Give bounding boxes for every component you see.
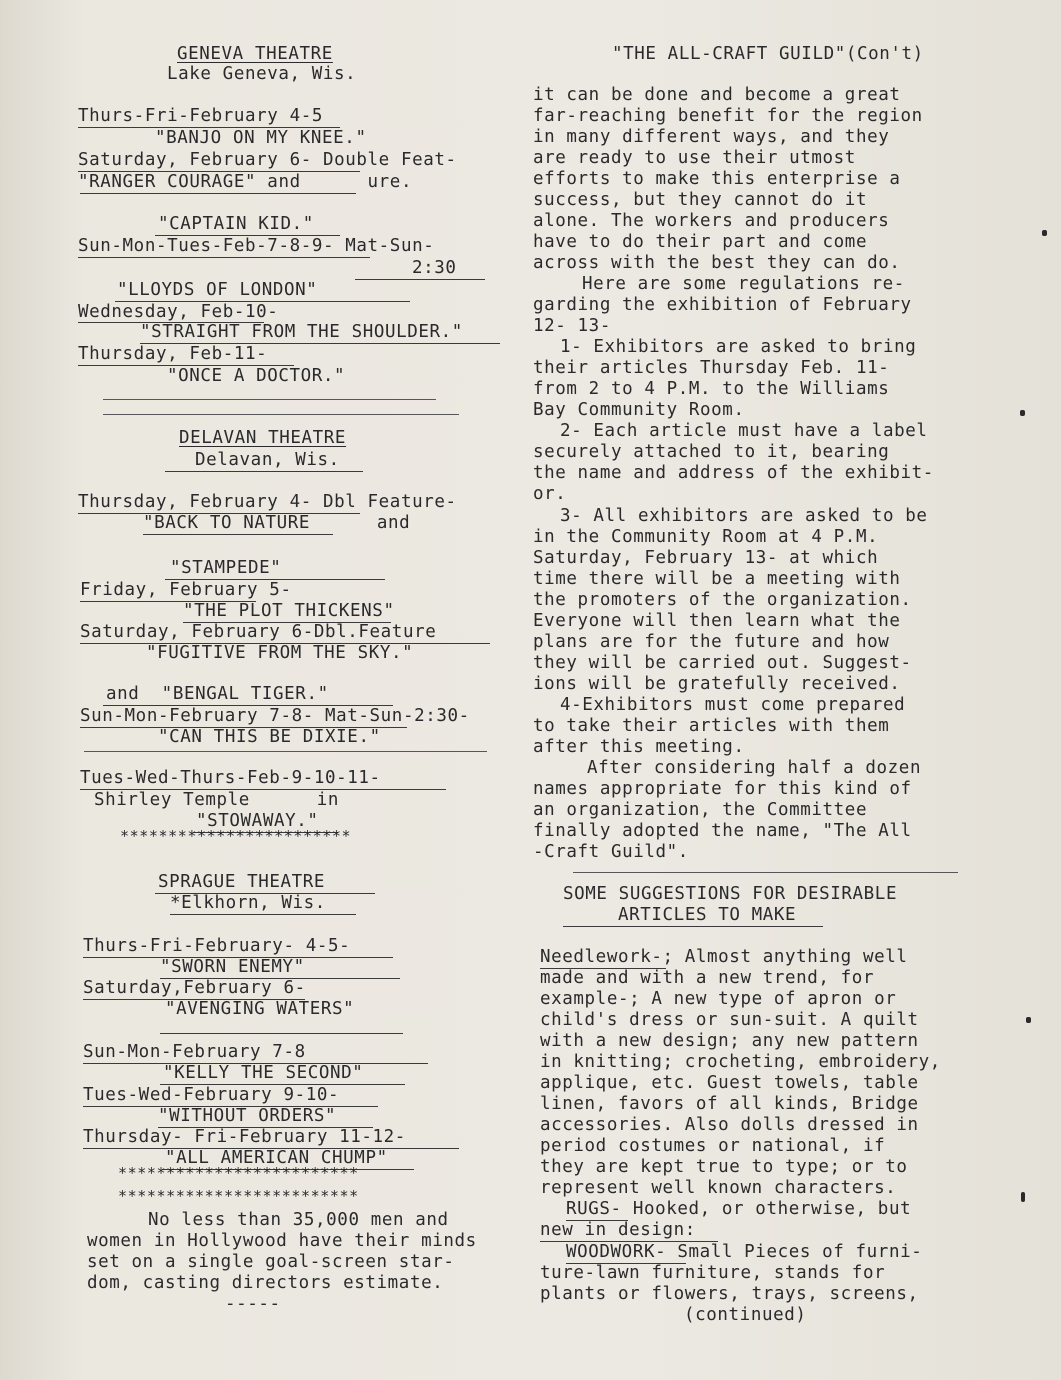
sprague-theatre-city: *Elkhorn, Wis. xyxy=(170,893,326,913)
guild-text-line: After considering half a dozen xyxy=(587,758,922,778)
guild-rule-item: 4-Exhibitors must come prepared xyxy=(560,695,906,715)
suggestion-line: plants or flowers, trays, screens, xyxy=(540,1284,919,1304)
guild-text-line: in many different ways, and they xyxy=(533,127,890,147)
hollywood-paragraph-line: set on a single goal-screen star- xyxy=(87,1252,455,1272)
suggestion-line: with a new design; any new pattern xyxy=(540,1031,919,1051)
suggestion-line: linen, favors of all kinds, Bridge xyxy=(540,1094,919,1114)
geneva-matinee-time: 2:30 xyxy=(412,258,457,278)
suggestion-line: accessories. Also dolls dressed in xyxy=(540,1115,919,1135)
delavan-film-title: "FUGITIVE FROM THE SKY." xyxy=(146,643,414,663)
suggestion-line: WOODWORK- Small Pieces of furni- xyxy=(566,1242,923,1262)
suggestion-line: in knitting; crocheting, embroidery, xyxy=(540,1052,941,1072)
delavan-theatre-heading: DELAVAN THEATRE xyxy=(179,428,347,448)
guild-text-line: success, but they cannot do it xyxy=(533,190,868,210)
delavan-film-title: "BACK TO NATURE and xyxy=(143,513,411,533)
margin-mark xyxy=(1021,1192,1025,1202)
guild-text-line: -Craft Guild". xyxy=(533,842,689,862)
asterisk-divider: ************************* xyxy=(118,1164,359,1182)
geneva-theatre-heading: GENEVA THEATRE xyxy=(177,44,333,64)
sprague-film-title: "SWORN ENEMY" xyxy=(160,957,305,977)
suggestions-heading: ARTICLES TO MAKE xyxy=(618,905,797,925)
continued-note: (continued) xyxy=(684,1305,807,1325)
underline-rule xyxy=(165,471,363,472)
asterisk-divider: ************************ xyxy=(120,827,352,845)
sprague-film-title: "ALL AMERICAN CHUMP" xyxy=(165,1148,388,1168)
guild-text-line: are ready to use their utmost xyxy=(533,148,856,168)
guild-rule-item: 1- Exhibitors are asked to bring xyxy=(560,337,917,357)
geneva-schedule-line: Saturday, February 6- Double Feat- xyxy=(78,150,457,170)
guild-text-line: from 2 to 4 P.M. to the Williams xyxy=(533,379,890,399)
guild-text-line: the name and address of the exhibit- xyxy=(533,463,934,483)
underline-rule xyxy=(143,534,333,535)
guild-text-line: after this meeting. xyxy=(533,737,745,757)
section-divider xyxy=(103,399,436,400)
suggestion-line: they are kept true to type; or to xyxy=(540,1157,908,1177)
hollywood-paragraph-line: women in Hollywood have their minds xyxy=(87,1231,477,1251)
suggestion-line: child's dress or sun-suit. A quilt xyxy=(540,1010,919,1030)
section-divider xyxy=(84,751,487,752)
closing-dashes: ----- xyxy=(225,1294,281,1314)
sprague-schedule-line: Thursday- Fri-February 11-12- xyxy=(83,1127,406,1147)
guild-text-line: 12- 13- xyxy=(533,316,611,336)
guild-text-line: garding the exhibition of February xyxy=(533,295,912,315)
delavan-schedule-line: Tues-Wed-Thurs-Feb-9-10-11- xyxy=(80,768,381,788)
sprague-theatre-heading: SPRAGUE THEATRE xyxy=(158,872,326,892)
guild-text-line: Bay Community Room. xyxy=(533,400,745,420)
sprague-schedule-line: Sun-Mon-February 7-8 xyxy=(83,1042,306,1062)
guild-text-line: to take their articles with them xyxy=(533,716,890,736)
guild-text-line: in the Community Room at 4 P.M. xyxy=(533,527,879,547)
geneva-film-title: "RANGER COURAGE" and ure. xyxy=(78,172,413,192)
delavan-star-line: Shirley Temple in xyxy=(94,790,339,810)
suggestion-line: example-; A new type of apron or xyxy=(540,989,897,1009)
sprague-film-title: "KELLY THE SECOND" xyxy=(163,1063,364,1083)
guild-text-line: plans are for the future and how xyxy=(533,632,890,652)
underline-rule xyxy=(80,193,356,194)
sprague-film-title: "WITHOUT ORDERS" xyxy=(158,1106,337,1126)
asterisk-divider: ************************* xyxy=(118,1187,359,1205)
hollywood-paragraph-line: dom, casting directors estimate. xyxy=(87,1273,444,1293)
geneva-schedule-line: Thurs-Fri-February 4-5 xyxy=(78,106,323,126)
delavan-schedule-line: Saturday, February 6-Dbl.Feature xyxy=(80,622,437,642)
underline-rule xyxy=(170,914,356,915)
suggestion-line: made and with a new trend, for xyxy=(540,968,875,988)
guild-text-line: they will be carried out. Suggest- xyxy=(533,653,912,673)
underline-rule xyxy=(160,1033,403,1034)
margin-mark xyxy=(1020,410,1025,416)
geneva-film-title: "STRAIGHT FROM THE SHOULDER." xyxy=(140,322,463,342)
suggestion-line: applique, etc. Guest towels, table xyxy=(540,1073,919,1093)
suggestion-line: new in design: xyxy=(540,1220,696,1240)
sprague-schedule-line: Thurs-Fri-February- 4-5- xyxy=(83,936,351,956)
guild-rule-item: 2- Each article must have a label xyxy=(560,421,928,441)
sprague-film-title: "AVENGING WATERS" xyxy=(165,999,355,1019)
guild-text-line: efforts to make this enterprise a xyxy=(533,169,901,189)
guild-text-line: names appropriate for this kind of xyxy=(533,779,912,799)
suggestion-line: represent well known characters. xyxy=(540,1178,897,1198)
delavan-schedule-line: Thursday, February 4- Dbl Feature- xyxy=(78,492,457,512)
guild-text-line: far-reaching benefit for the region xyxy=(533,106,923,126)
guild-text-line: across with the best they can do. xyxy=(533,253,901,273)
delavan-film-title: and "BENGAL TIGER." xyxy=(106,684,329,704)
guild-text-line: Saturday, February 13- at which xyxy=(533,548,879,568)
underline-rule xyxy=(355,279,485,280)
section-divider xyxy=(573,872,958,873)
delavan-schedule-line: Sun-Mon-February 7-8- Mat-Sun-2:30- xyxy=(80,706,470,726)
delavan-schedule-line: Friday, February 5- xyxy=(80,580,292,600)
geneva-film-title: "LLOYDS OF LONDON" xyxy=(117,280,318,300)
guild-text-line: ions will be gratefully received. xyxy=(533,674,901,694)
sprague-schedule-line: Saturday,February 6- xyxy=(83,978,306,998)
geneva-film-title: "ONCE A DOCTOR." xyxy=(167,366,346,386)
margin-mark xyxy=(1042,230,1047,236)
guild-text-line: or. xyxy=(533,484,567,504)
geneva-schedule-line: Sun-Mon-Tues-Feb-7-8-9- Mat-Sun- xyxy=(78,236,435,256)
guild-text-line: have to do their part and come xyxy=(533,232,868,252)
geneva-theatre-city: Lake Geneva, Wis. xyxy=(167,64,357,84)
underline-rule xyxy=(563,926,823,927)
underline-rule xyxy=(78,257,370,258)
guild-text-line: Here are some regulations re- xyxy=(582,274,905,294)
delavan-theatre-city: Delavan, Wis. xyxy=(195,450,340,470)
suggestion-line: RUGS- Hooked, or otherwise, but xyxy=(566,1199,912,1219)
delavan-film-title: "CAN THIS BE DIXIE." xyxy=(158,727,381,747)
guild-text-line: it can be done and become a great xyxy=(533,85,901,105)
geneva-film-title: "CAPTAIN KID." xyxy=(158,214,314,234)
delavan-film-title: "STOWAWAY." xyxy=(196,811,319,831)
suggestion-line: Needlework-; Almost anything well xyxy=(540,947,908,967)
guild-text-line: Everyone will then learn what the xyxy=(533,611,901,631)
guild-text-line: time there will be a meeting with xyxy=(533,569,901,589)
delavan-film-title: "THE PLOT THICKENS" xyxy=(183,601,395,621)
geneva-schedule-line: Thursday, Feb-11- xyxy=(78,344,268,364)
margin-mark xyxy=(1026,1017,1031,1023)
guild-rule-item: 3- All exhibitors are asked to be xyxy=(560,506,928,526)
guild-text-line: securely attached to it, bearing xyxy=(533,442,890,462)
delavan-film-title: "STAMPEDE" xyxy=(170,558,282,578)
geneva-film-title: "BANJO ON MY KNEE." xyxy=(155,128,367,148)
guild-continued-heading: "THE ALL-CRAFT GUILD"(Con't) xyxy=(612,44,924,64)
suggestion-line: ture-lawn furniture, stands for xyxy=(540,1263,886,1283)
section-divider xyxy=(103,414,459,415)
sprague-schedule-line: Tues-Wed-February 9-10- xyxy=(83,1085,340,1105)
geneva-schedule-line: Wednesday, Feb-10- xyxy=(78,302,279,322)
guild-text-line: finally adopted the name, "The All xyxy=(533,821,912,841)
guild-text-line: an organization, the Committee xyxy=(533,800,868,820)
suggestion-line: period costumes or national, if xyxy=(540,1136,886,1156)
guild-text-line: the promoters of the organization. xyxy=(533,590,912,610)
hollywood-paragraph-line: No less than 35,000 men and xyxy=(148,1210,449,1230)
guild-text-line: their articles Thursday Feb. 11- xyxy=(533,358,890,378)
guild-text-line: alone. The workers and producers xyxy=(533,211,890,231)
suggestions-heading: SOME SUGGESTIONS FOR DESIRABLE xyxy=(563,884,898,904)
